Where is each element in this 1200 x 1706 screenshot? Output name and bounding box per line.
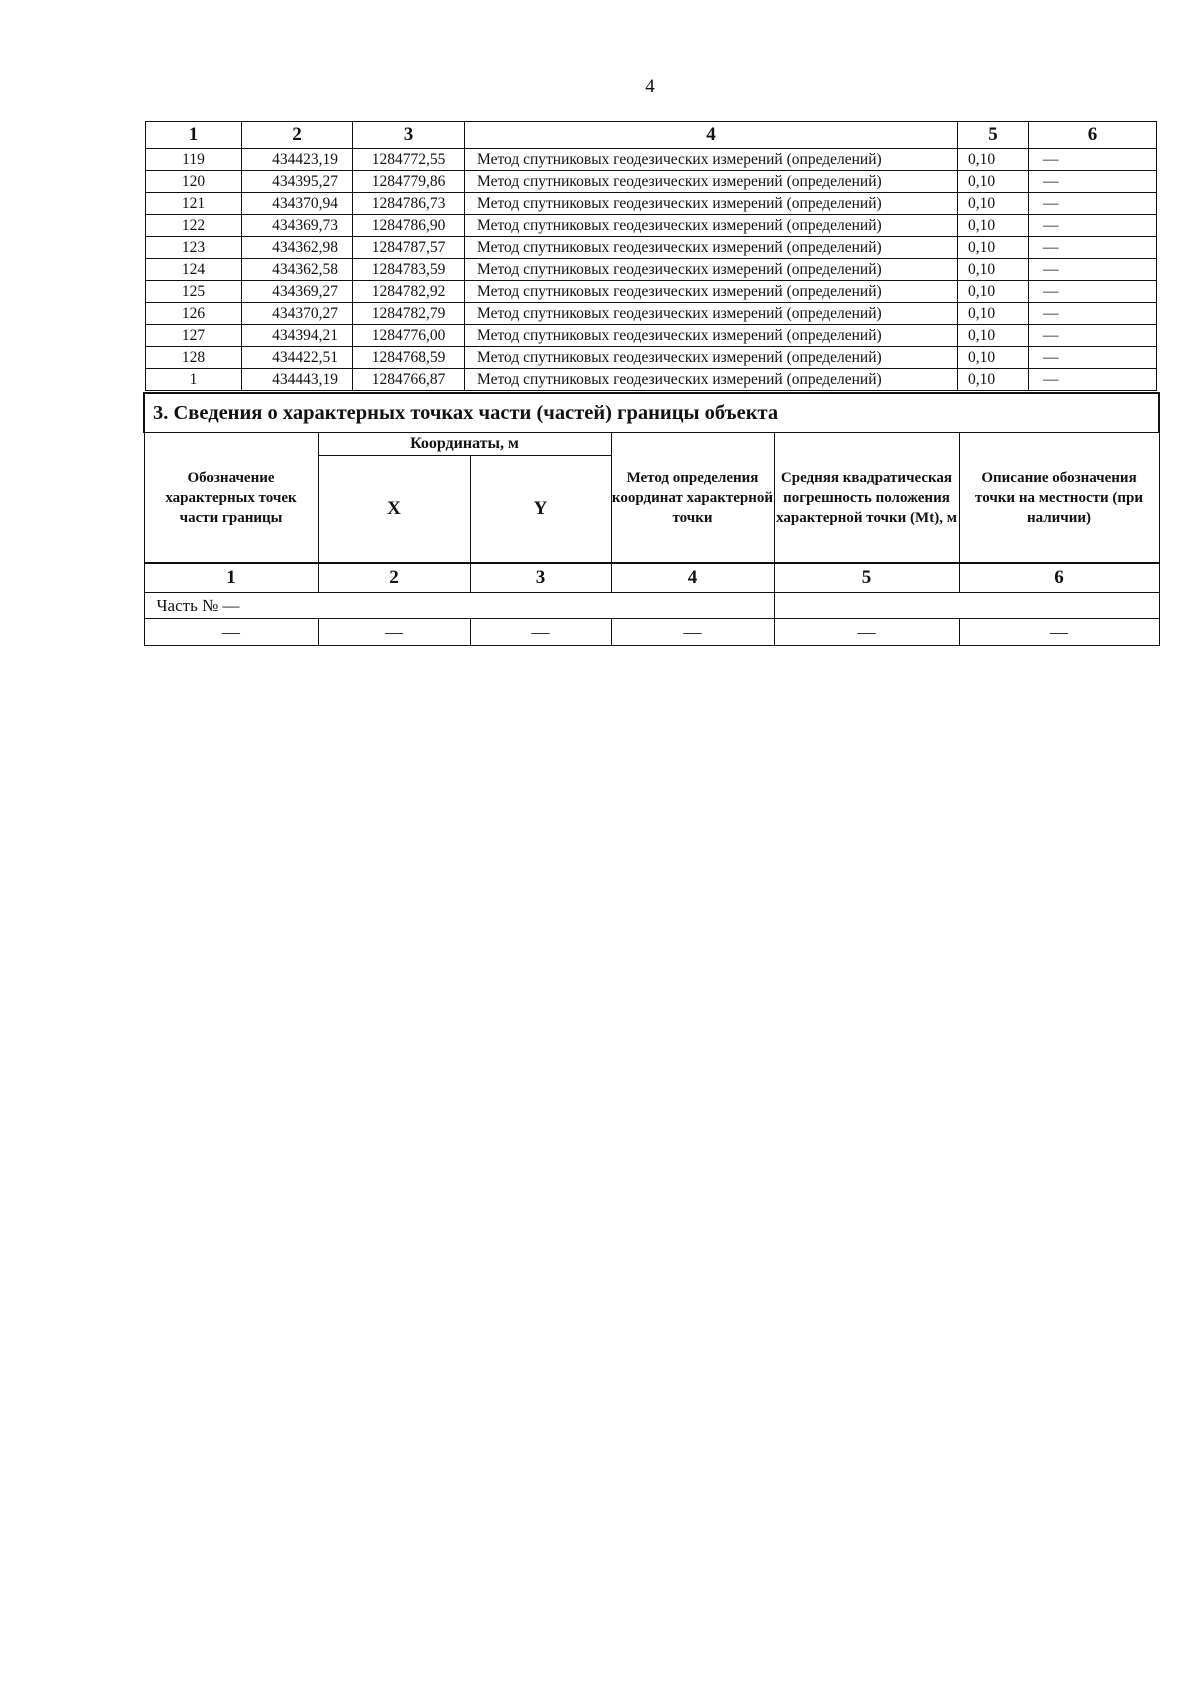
point-number-cell: 126: [146, 303, 242, 325]
method-cell: Метод спутниковых геодезических измерений (определений): [465, 149, 958, 171]
header-designation: Обозначение характерных точек части границы: [144, 433, 318, 564]
part-empty-cell: [774, 593, 1159, 619]
coordinates-continuation-table: [145, 121, 1157, 391]
y-coordinate-cell: 1284768,59: [353, 347, 465, 369]
x-coordinate-cell: 434395,27: [242, 171, 353, 193]
description-cell: —: [1029, 171, 1157, 193]
y-coordinate-cell: 1284782,92: [353, 281, 465, 303]
table-row: [146, 303, 1157, 325]
description-cell: —: [1029, 149, 1157, 171]
table-header-row: [146, 122, 1157, 149]
empty-cell: —: [318, 619, 470, 646]
accuracy-cell: 0,10: [958, 347, 1029, 369]
method-cell: Метод спутниковых геодезических измерений (определений): [465, 369, 958, 391]
header-description: Описание обозначения точки на местности (при наличии): [959, 433, 1159, 564]
description-cell: —: [1029, 215, 1157, 237]
x-coordinate-cell: 434362,58: [242, 259, 353, 281]
accuracy-cell: 0,10: [958, 259, 1029, 281]
y-coordinate-cell: 1284786,90: [353, 215, 465, 237]
point-number-cell: 124: [146, 259, 242, 281]
x-coordinate-cell: 434423,19: [242, 149, 353, 171]
method-cell: Метод спутниковых геодезических измерений (определений): [465, 193, 958, 215]
accuracy-cell: 0,10: [958, 215, 1029, 237]
description-cell: —: [1029, 325, 1157, 347]
y-coordinate-cell: 1284783,59: [353, 259, 465, 281]
column-number-5: 5: [958, 122, 1029, 149]
description-cell: —: [1029, 347, 1157, 369]
description-cell: —: [1029, 193, 1157, 215]
method-cell: Метод спутниковых геодезических измерений (определений): [465, 215, 958, 237]
description-cell: —: [1029, 259, 1157, 281]
point-number-cell: 123: [146, 237, 242, 259]
empty-cell: —: [959, 619, 1159, 646]
table-row: [146, 347, 1157, 369]
x-coordinate-cell: 434370,94: [242, 193, 353, 215]
description-cell: —: [1029, 369, 1157, 391]
accuracy-cell: 0,10: [958, 193, 1029, 215]
table-row: [146, 171, 1157, 193]
empty-cell: —: [144, 619, 318, 646]
accuracy-cell: 0,10: [958, 281, 1029, 303]
empty-cell: —: [774, 619, 959, 646]
method-cell: Метод спутниковых геодезических измерений (определений): [465, 171, 958, 193]
section3-title: 3. Сведения о характерных точках части (частей) границы объекта: [144, 393, 1159, 433]
x-coordinate-cell: 434369,73: [242, 215, 353, 237]
column-numbers-row: [144, 563, 1159, 593]
header-y: Y: [470, 456, 611, 564]
x-coordinate-cell: 434362,98: [242, 237, 353, 259]
table-row: [146, 215, 1157, 237]
point-number-cell: 1: [146, 369, 242, 391]
x-coordinate-cell: 434443,19: [242, 369, 353, 391]
accuracy-cell: 0,10: [958, 171, 1029, 193]
y-coordinate-cell: 1284786,73: [353, 193, 465, 215]
header-method: Метод определения координат характерной точки: [611, 433, 774, 564]
table-row: [144, 619, 1159, 646]
point-number-cell: 119: [146, 149, 242, 171]
description-cell: —: [1029, 237, 1157, 259]
description-cell: —: [1029, 281, 1157, 303]
column-number-6: 6: [959, 563, 1159, 593]
table-row: [146, 193, 1157, 215]
column-number-4: 4: [611, 563, 774, 593]
accuracy-cell: 0,10: [958, 149, 1029, 171]
column-number-2: 2: [242, 122, 353, 149]
point-number-cell: 128: [146, 347, 242, 369]
y-coordinate-cell: 1284787,57: [353, 237, 465, 259]
empty-cell: —: [470, 619, 611, 646]
x-coordinate-cell: 434394,21: [242, 325, 353, 347]
header-coordinates: Координаты, м: [318, 433, 611, 456]
x-coordinate-cell: 434369,27: [242, 281, 353, 303]
column-number-1: 1: [146, 122, 242, 149]
page-number: 4: [645, 76, 655, 97]
method-cell: Метод спутниковых геодезических измерений (определений): [465, 259, 958, 281]
part-row: [144, 593, 1159, 619]
point-number-cell: 122: [146, 215, 242, 237]
part-label: Часть № —: [144, 593, 774, 619]
column-number-4: 4: [465, 122, 958, 149]
method-cell: Метод спутниковых геодезических измерений (определений): [465, 347, 958, 369]
method-cell: Метод спутниковых геодезических измерений (определений): [465, 325, 958, 347]
table-row: [146, 149, 1157, 171]
accuracy-cell: 0,10: [958, 369, 1029, 391]
table-row: [146, 325, 1157, 347]
empty-cell: —: [611, 619, 774, 646]
table-row: [146, 281, 1157, 303]
table-row: [146, 259, 1157, 281]
column-number-3: 3: [470, 563, 611, 593]
accuracy-cell: 0,10: [958, 303, 1029, 325]
table-row: [146, 237, 1157, 259]
point-number-cell: 121: [146, 193, 242, 215]
y-coordinate-cell: 1284772,55: [353, 149, 465, 171]
point-number-cell: 120: [146, 171, 242, 193]
y-coordinate-cell: 1284782,79: [353, 303, 465, 325]
column-number-3: 3: [353, 122, 465, 149]
header-x: X: [318, 456, 470, 564]
section3-table: [143, 392, 1160, 646]
x-coordinate-cell: 434422,51: [242, 347, 353, 369]
x-coordinate-cell: 434370,27: [242, 303, 353, 325]
y-coordinate-cell: 1284766,87: [353, 369, 465, 391]
header-accuracy: Средняя квадратическая погрешность положения характерной точки (Mt), м: [774, 433, 959, 564]
column-number-2: 2: [318, 563, 470, 593]
column-number-5: 5: [774, 563, 959, 593]
column-number-1: 1: [144, 563, 318, 593]
description-cell: —: [1029, 303, 1157, 325]
column-number-6: 6: [1029, 122, 1157, 149]
point-number-cell: 127: [146, 325, 242, 347]
method-cell: Метод спутниковых геодезических измерений (определений): [465, 281, 958, 303]
method-cell: Метод спутниковых геодезических измерений (определений): [465, 303, 958, 325]
point-number-cell: 125: [146, 281, 242, 303]
accuracy-cell: 0,10: [958, 325, 1029, 347]
y-coordinate-cell: 1284776,00: [353, 325, 465, 347]
y-coordinate-cell: 1284779,86: [353, 171, 465, 193]
method-cell: Метод спутниковых геодезических измерений (определений): [465, 237, 958, 259]
table-row: [146, 369, 1157, 391]
accuracy-cell: 0,10: [958, 237, 1029, 259]
